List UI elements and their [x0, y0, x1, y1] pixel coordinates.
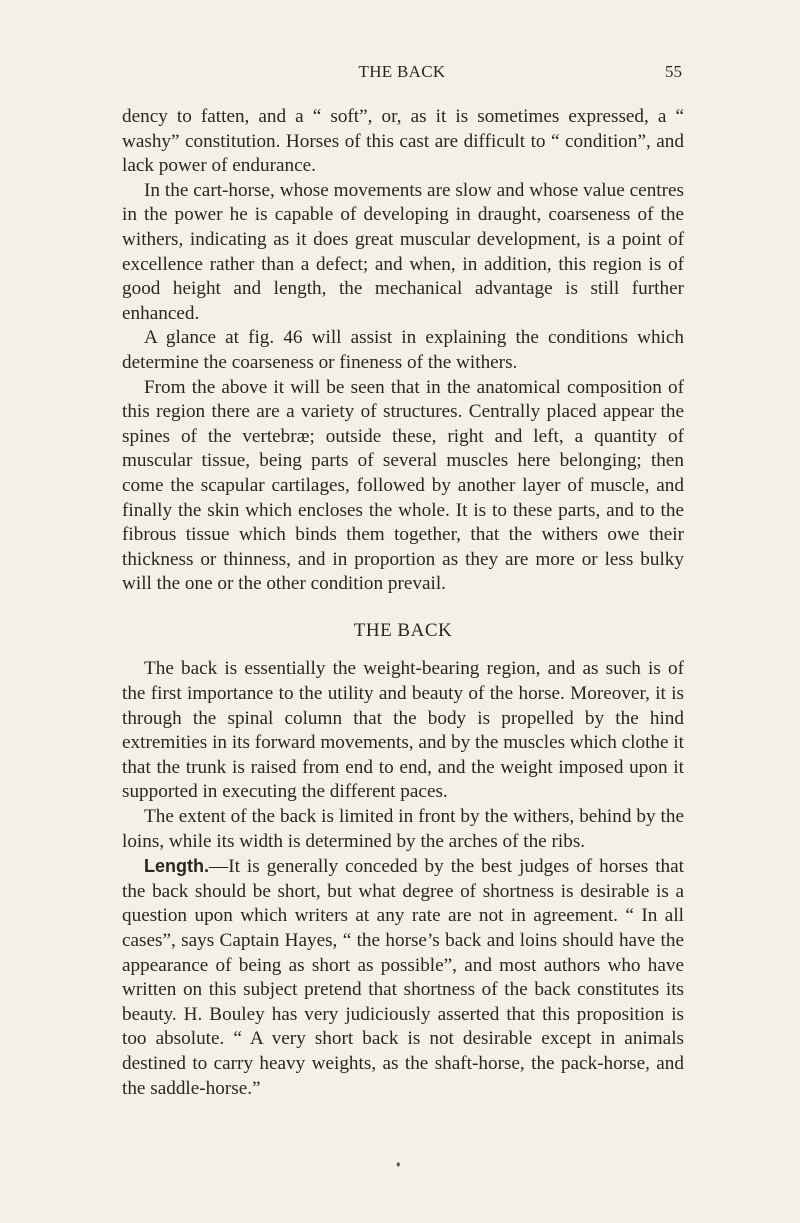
body-text — [122, 105, 684, 1101]
length-run-in-heading: Length. — [144, 856, 209, 877]
length-text: —It is generally conceded by the best judges of horses that the back should be short, but what degree of shortness is desirable is a question upon which writers at any rate are not in agreement. “ In all cases”, says Captain Hayes, “ the horse’s back and loins should have the appearance of being as short as possible”, and most authors who have written on this subject pretend that shortness of the back constitutes its beauty. H. Bouley has very judiciously asserted that this proposition is too absolute. “ A very short back is not desirable except in animals destined to carry heavy weights, as the shaft-horse, the pack-horse, and the saddle-horse.” — [122, 856, 684, 1099]
paragraph-fig-46: A glance at fig. 46 will assist in explaining the conditions which determine the coarseness or fineness of the withers. — [122, 327, 684, 373]
footer-mark: ♦ — [396, 1159, 401, 1169]
running-title: THE BACK — [358, 62, 446, 81]
page-number: 55 — [665, 62, 682, 81]
section-heading: THE BACK — [353, 619, 453, 641]
running-head — [122, 62, 682, 88]
paragraph-length — [122, 854, 684, 1101]
paragraph-extent: The extent of the back is limited in front by the withers, behind by the loins, while its width is determined by the arches of the ribs. — [122, 806, 684, 852]
paragraph-continuation: dency to fatten, and a “ soft”, or, as it is sometimes expressed, a “ washy” constitution. Horses of this cast are difficult to “ condition”, and lack power of endurance. — [122, 106, 684, 177]
paragraph-cart-horse: In the cart-horse, whose movements are slow and whose value centres in the power he is capable of developing in draught, coarseness of the withers, indicating as it does great muscular development, is a point of excellence rather than a defect; and when, in addition, this region is of good height and length, the mechanical advantage is still further enhanced. — [122, 179, 684, 324]
paragraph-anatomy: From the above it will be seen that in the anatomical composition of this region there are a variety of structures. Centrally placed appear the spines of the vertebræ; outside these, right and left, a quantity of muscular tissue, being parts of several muscles here belonging; then come the scapular cartilages, followed by another layer of muscle, and finally the skin which encloses the whole. It is to these parts, and to the fibrous tissue which binds them together, that the withers owe their thickness or thinness, and in proportion as they are more or less bulky will the one or the other condition prevail. — [122, 376, 684, 595]
paragraph-weight-bearing: The back is essentially the weight-bearing region, and as such is of the first importance to the utility and beauty of the horse. Moreover, it is through the spinal column that the body is propelled by the hind extremities in its forward movements, and by the muscles which clothe it that the trunk is raised from end to end, and the weight imposed upon it supported in executing the different paces. — [122, 658, 684, 803]
